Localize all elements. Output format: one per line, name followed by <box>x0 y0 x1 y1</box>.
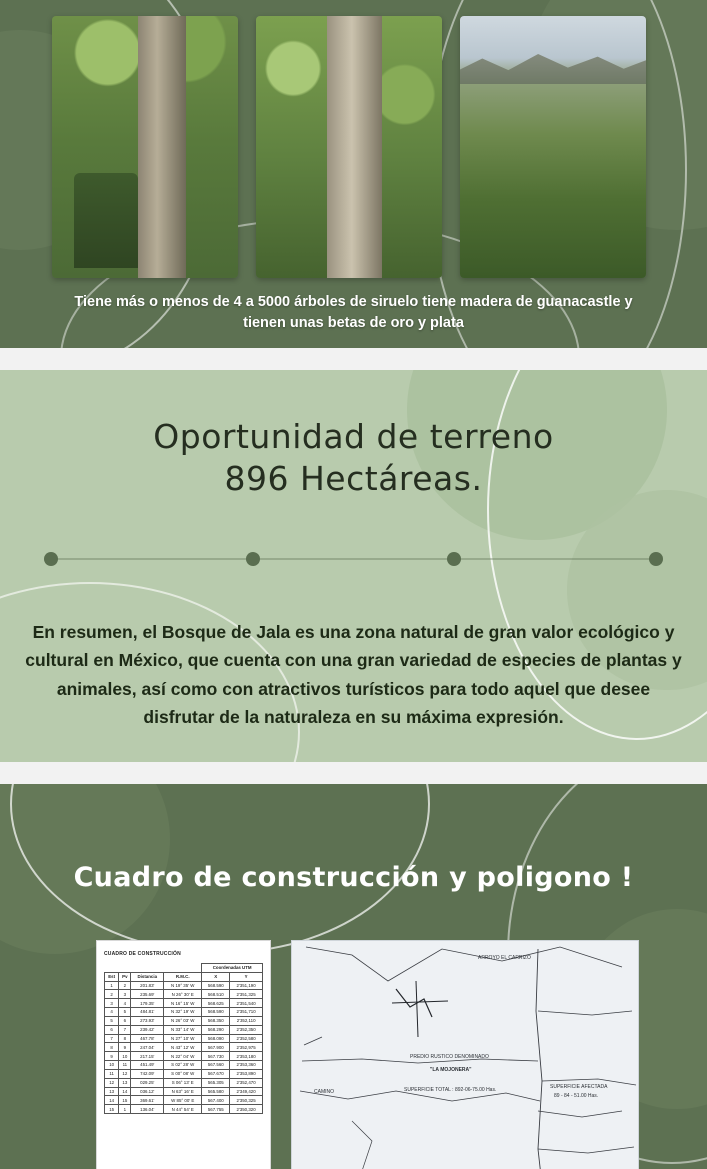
table-cell: 5 <box>105 1016 119 1025</box>
table-row <box>105 1087 263 1096</box>
table-cell: 2'351,190 <box>230 981 263 990</box>
table-cell: 568.090 <box>202 1034 230 1043</box>
table-cell: N 32° 19' W <box>164 1008 202 1017</box>
table-cell: S 00° 08' W <box>164 1069 202 1078</box>
table-cell: 565.305 <box>202 1078 230 1087</box>
table-cell: 6 <box>119 1016 131 1025</box>
table-cell: 4 <box>119 999 131 1008</box>
map-label: ARROYO EL CARRIZO <box>478 954 531 961</box>
table-cell: 7 <box>119 1025 131 1034</box>
table-cell: N 33° 14' W <box>164 1025 202 1034</box>
slide-summary-body: En resumen, el Bosque de Jala es una zona natural de gran valor ecológico y cultural en México, que cuenta con una gran variedad de especies de plantas y animales, así como con atractivos turísticos para todo aquel que desee disfrutar de la naturaleza en su máxima expresión. <box>25 621 682 727</box>
photo-guanacastle-tree <box>256 16 442 278</box>
slide-documents <box>0 784 707 1169</box>
table-cell: 568.590 <box>202 981 230 990</box>
table-cell: 568.590 <box>202 1008 230 1017</box>
construction-table-title: CUADRO DE CONSTRUCCIÓN <box>104 950 181 957</box>
table-cell: 2'353,360 <box>230 1061 263 1070</box>
table-cell: 484.81' <box>131 1008 164 1017</box>
table-cell: 2'351,325 <box>230 990 263 999</box>
table-cell: 1 <box>105 981 119 990</box>
map-label: PREDIO RUSTICO DENOMINADO <box>410 1053 489 1060</box>
table-header-x: X <box>202 972 230 981</box>
table-row <box>105 1078 263 1087</box>
table-row <box>105 1069 263 1078</box>
table-cell: 12 <box>119 1069 131 1078</box>
table-row <box>105 1043 263 1052</box>
timeline-dot-2 <box>246 552 260 566</box>
table-cell: 7 <box>105 1034 119 1043</box>
table-row <box>105 1008 263 1017</box>
table-cell: 467.78' <box>131 1034 164 1043</box>
table-cell: 029.25' <box>131 1078 164 1087</box>
table-cell: 2'352,470 <box>230 1078 263 1087</box>
table-cell: 2'349,420 <box>230 1087 263 1096</box>
table-cell: N 19° 35' W <box>164 981 202 990</box>
table-cell: 8 <box>119 1034 131 1043</box>
table-cell: 2'352,975 <box>230 1043 263 1052</box>
table-cell: 2'350,325 <box>230 1096 263 1105</box>
table-row <box>105 981 263 990</box>
table-cell: N 27° 10' W <box>164 1034 202 1043</box>
table-cell: 13 <box>105 1087 119 1096</box>
table-cell: N 44° 54' E <box>164 1105 202 1114</box>
table-cell: 369.61' <box>131 1096 164 1105</box>
table-cell: 136.04' <box>131 1105 164 1114</box>
timeline-dot-3 <box>447 552 461 566</box>
table-group-header-spacer <box>105 963 202 972</box>
table-cell: 2 <box>119 981 131 990</box>
table-group-header-utm: Coordenadas UTM <box>202 963 263 972</box>
table-cell: 2'353,890 <box>230 1069 263 1078</box>
slide-documents-title: Cuadro de construcción y poligono ! <box>73 862 634 894</box>
table-cell: 2'350,320 <box>230 1105 263 1114</box>
map-label: 89 - 84 - 51.00 Has. <box>554 1092 599 1099</box>
table-cell: 567.560 <box>202 1061 230 1070</box>
table-header-rmc: R.M.C. <box>164 972 202 981</box>
table-cell: 2'352,110 <box>230 1016 263 1025</box>
timeline-dots <box>44 552 663 566</box>
table-cell: 036.12' <box>131 1087 164 1096</box>
table-cell: 568.350 <box>202 1016 230 1025</box>
construction-table-document <box>96 940 271 1169</box>
table-row <box>105 1034 263 1043</box>
table-cell: 11 <box>119 1061 131 1070</box>
table-header-row <box>105 972 263 981</box>
photo-landscape <box>460 16 646 278</box>
table-cell: N 26° 03' W <box>164 1016 202 1025</box>
map-label: SUPERFICIE AFECTADA <box>550 1083 608 1090</box>
table-cell: 565.580 <box>202 1087 230 1096</box>
documents-row <box>0 916 707 1169</box>
table-cell: W 85° 00' E <box>164 1096 202 1105</box>
table-cell: 567.730 <box>202 1052 230 1061</box>
table-cell: 3 <box>119 990 131 999</box>
table-row <box>105 1105 263 1114</box>
table-cell: 201.83' <box>131 981 164 990</box>
table-cell: 179.35' <box>131 999 164 1008</box>
table-cell: N 26° 30' E <box>164 990 202 999</box>
title-line-2: 896 Hectáreas. <box>224 459 483 499</box>
table-cell: 3 <box>105 999 119 1008</box>
table-header-y: Y <box>230 972 263 981</box>
timeline-dot-1 <box>44 552 58 566</box>
table-cell: 2'351,710 <box>230 1008 263 1017</box>
table-row <box>105 990 263 999</box>
table-cell: 4 <box>105 1008 119 1017</box>
construction-table-head <box>105 963 263 981</box>
table-cell: N 63° 16' E <box>164 1087 202 1096</box>
table-cell: 15 <box>105 1105 119 1114</box>
slide-separator <box>0 348 707 370</box>
table-cell: 11 <box>105 1069 119 1078</box>
table-cell: 6 <box>105 1025 119 1034</box>
table-cell: S 02° 28' W <box>164 1061 202 1070</box>
table-cell: 567.400 <box>202 1096 230 1105</box>
table-cell: 239.42' <box>131 1025 164 1034</box>
construction-table-body <box>105 981 263 1114</box>
table-header-pv: Pv <box>119 972 131 981</box>
table-row <box>105 1052 263 1061</box>
table-cell: 2'351,540 <box>230 999 263 1008</box>
table-cell: 15 <box>119 1096 131 1105</box>
map-label: CAMINO <box>314 1088 334 1095</box>
slide-photos-caption: Tiene más o menos de 4 a 5000 árboles de siruelo tiene madera de guanacastle y tienen unas betas de oro y plata <box>74 294 633 332</box>
table-row <box>105 999 263 1008</box>
slide-separator <box>0 762 707 784</box>
table-cell: 567.670 <box>202 1069 230 1078</box>
slide-photos <box>0 0 707 348</box>
table-cell: 247.04' <box>131 1043 164 1052</box>
table-cell: 568.510 <box>202 990 230 999</box>
map-label: "LA MOJONERA" <box>430 1066 472 1073</box>
table-row <box>105 1025 263 1034</box>
photo-tree-measuring <box>52 16 238 278</box>
table-cell: 1 <box>119 1105 131 1114</box>
table-cell: 273.93' <box>131 1016 164 1025</box>
map-label: SUPERFICIE TOTAL : 892-06-75.00 Has. <box>404 1086 497 1093</box>
table-cell: 2 <box>105 990 119 999</box>
table-row <box>105 1096 263 1105</box>
polygon-map-document <box>291 940 639 1169</box>
slide-summary <box>0 370 707 762</box>
table-cell: 568.290 <box>202 1025 230 1034</box>
table-row <box>105 1061 263 1070</box>
slide-summary-title <box>0 370 707 500</box>
table-cell: N 43° 12' W <box>164 1043 202 1052</box>
table-cell: 567.900 <box>202 1043 230 1052</box>
table-cell: 9 <box>105 1052 119 1061</box>
table-cell: 14 <box>105 1096 119 1105</box>
table-cell: 2'353,180 <box>230 1052 263 1061</box>
table-cell: S 06° 13' E <box>164 1078 202 1087</box>
table-cell: 9 <box>119 1043 131 1052</box>
table-cell: 2'352,350 <box>230 1025 263 1034</box>
table-cell: 235.69' <box>131 990 164 999</box>
timeline-dot-4 <box>649 552 663 566</box>
table-cell: N 22° 04' W <box>164 1052 202 1061</box>
table-cell: 742.09' <box>131 1069 164 1078</box>
table-cell: 2'352,580 <box>230 1034 263 1043</box>
table-header-distancia: Distancia <box>131 972 164 981</box>
table-cell: 8 <box>105 1043 119 1052</box>
table-cell: 10 <box>105 1061 119 1070</box>
title-line-1: Oportunidad de terreno <box>153 417 554 456</box>
table-cell: 568.625 <box>202 999 230 1008</box>
table-cell: 5 <box>119 1008 131 1017</box>
photo-row <box>0 0 707 278</box>
table-cell: 12 <box>105 1078 119 1087</box>
table-row <box>105 1016 263 1025</box>
table-group-header-row <box>105 963 263 972</box>
table-cell: 217.15' <box>131 1052 164 1061</box>
table-cell: 13 <box>119 1078 131 1087</box>
construction-table <box>104 963 263 1114</box>
table-cell: 10 <box>119 1052 131 1061</box>
table-cell: 567.755 <box>202 1105 230 1114</box>
table-cell: 14 <box>119 1087 131 1096</box>
table-cell: N 16° 15' W <box>164 999 202 1008</box>
table-header-est: Est <box>105 972 119 981</box>
table-cell: 451.49' <box>131 1061 164 1070</box>
